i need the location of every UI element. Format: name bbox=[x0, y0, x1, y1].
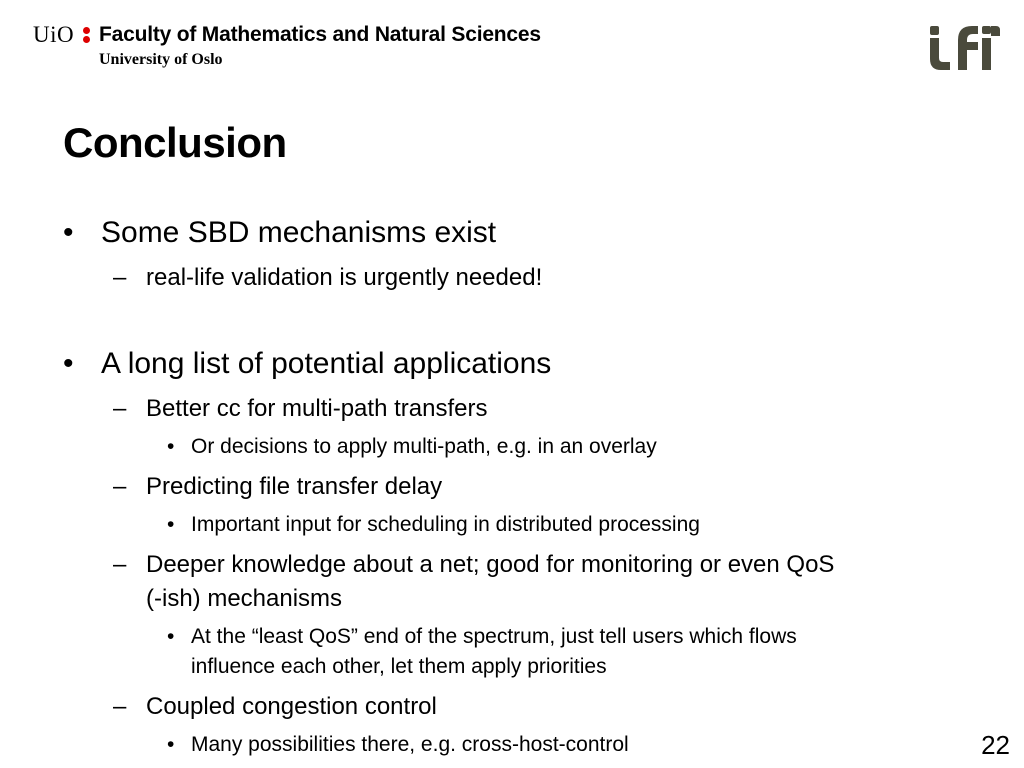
dash-marker: – bbox=[113, 551, 127, 578]
bullet-marker: • bbox=[167, 513, 175, 536]
sub-sub-bullet-item bbox=[167, 510, 700, 540]
sub-sub-bullet-item bbox=[167, 730, 629, 760]
sub-sub-bullet-text: Many possibilities there, e.g. cross-host-control bbox=[191, 733, 629, 756]
bullet-item bbox=[63, 347, 552, 381]
uio-wordmark: UiO bbox=[33, 22, 75, 47]
dash-marker: – bbox=[113, 473, 127, 500]
sub-sub-bullet-item bbox=[167, 432, 657, 462]
bullet-marker: • bbox=[167, 625, 175, 648]
sub-bullet-item bbox=[113, 548, 835, 582]
sub-sub-bullet-continuation bbox=[191, 652, 607, 682]
sub-bullet-continuation bbox=[146, 582, 342, 616]
bullet-text: A long list of potential applications bbox=[101, 347, 552, 380]
dash-marker: – bbox=[113, 693, 127, 720]
sub-bullet-text: Deeper knowledge about a net; good for monitoring or even QoS bbox=[146, 551, 835, 578]
sub-sub-bullet-text: At the “least QoS” end of the spectrum, just tell users which flows bbox=[191, 625, 797, 648]
sub-bullet-text: real-life validation is urgently needed! bbox=[146, 264, 543, 291]
bullet-marker: • bbox=[63, 216, 74, 249]
sub-bullet-item bbox=[113, 261, 543, 295]
sub-bullet-item bbox=[113, 470, 443, 504]
bullet-marker: • bbox=[167, 435, 175, 458]
bullet-text: Some SBD mechanisms exist bbox=[101, 216, 497, 249]
sub-sub-bullet-item bbox=[167, 622, 797, 652]
bullet-marker: • bbox=[167, 733, 175, 756]
sub-bullet-text: Coupled congestion control bbox=[146, 693, 437, 720]
sub-bullet-text: Predicting file transfer delay bbox=[146, 473, 443, 500]
dash-marker: – bbox=[113, 395, 127, 422]
faculty-name: Faculty of Mathematics and Natural Sciences bbox=[99, 23, 541, 46]
sub-bullet-text: Better cc for multi-path transfers bbox=[146, 395, 488, 422]
sub-bullet-item bbox=[113, 392, 488, 426]
dash-marker: – bbox=[113, 264, 127, 291]
page-number: 22 bbox=[981, 730, 1010, 760]
bullet-marker: • bbox=[63, 347, 74, 380]
bullet-item bbox=[63, 216, 497, 250]
university-name: University of Oslo bbox=[99, 51, 223, 68]
sub-bullet-item bbox=[113, 690, 437, 724]
sub-bullet-text: (-ish) mechanisms bbox=[146, 585, 343, 612]
sub-sub-bullet-text: influence each other, let them apply priorities bbox=[191, 655, 607, 678]
sub-sub-bullet-text: Or decisions to apply multi-path, e.g. in an overlay bbox=[191, 435, 657, 458]
sub-sub-bullet-text: Important input for scheduling in distributed processing bbox=[191, 513, 700, 536]
slide-title: Conclusion bbox=[63, 119, 287, 166]
